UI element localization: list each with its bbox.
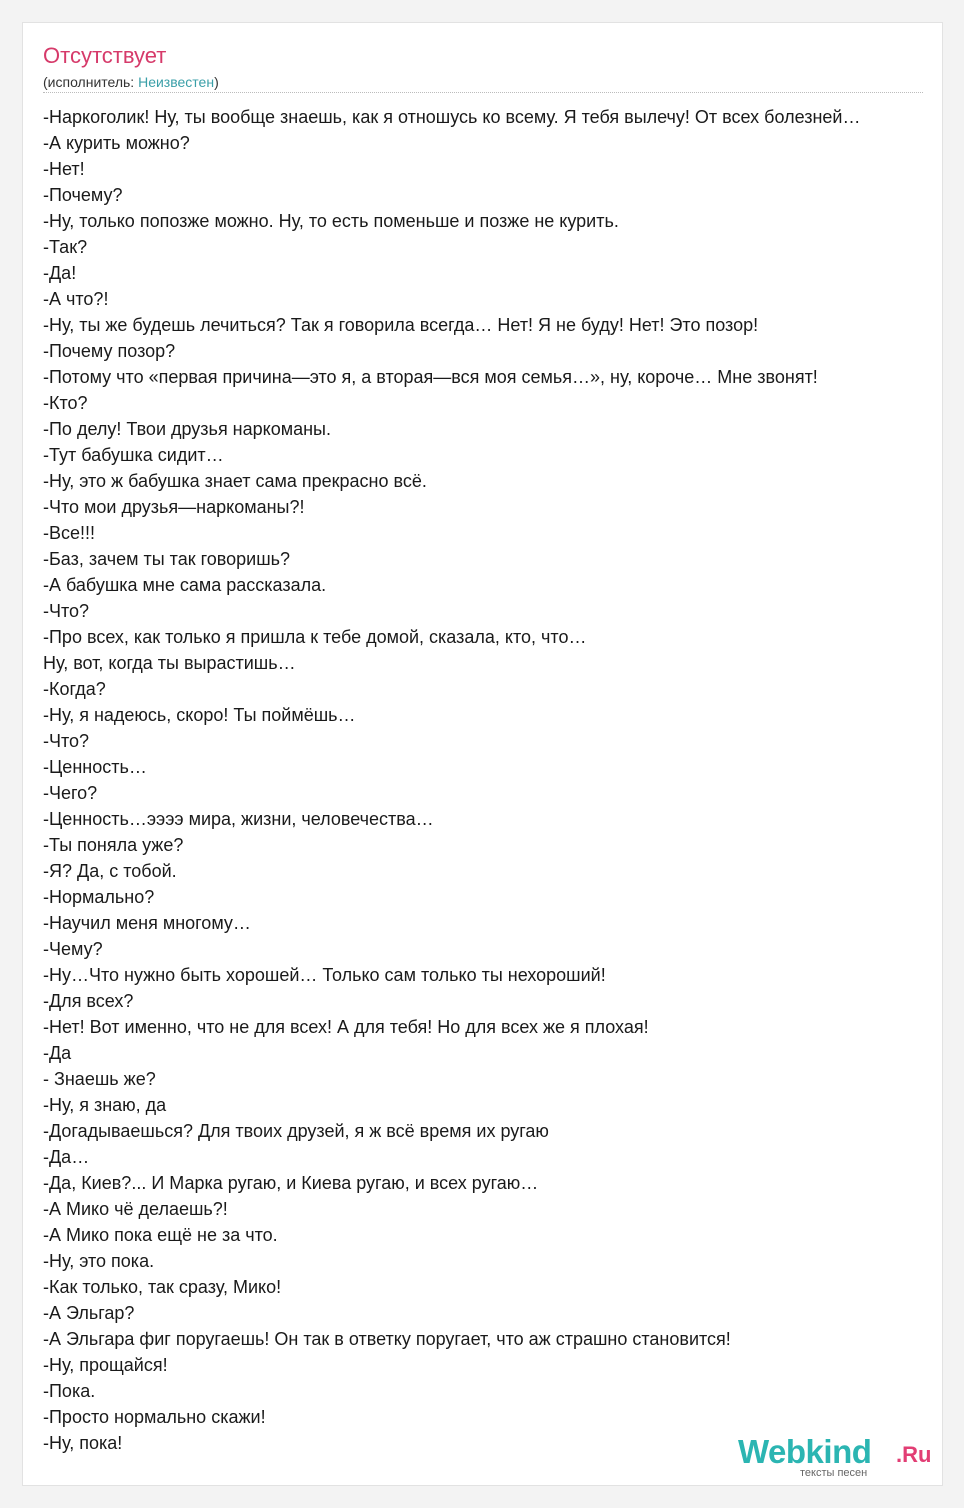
lyric-line: -Нет! Вот именно, что не для всех! А для тебя! Но для всех же я плохая! xyxy=(43,1017,649,1037)
lyric-line: -А Мико пока ещё не за что. xyxy=(43,1225,278,1245)
lyric-line: -По делу! Твои друзья наркоманы. xyxy=(43,419,331,439)
lyric-line: -А Эльгара фиг поругаешь! Он так в ответку поругает, что аж страшно становится! xyxy=(43,1329,731,1349)
lyric-line: -Все!!! xyxy=(43,523,96,543)
lyric-line: -Чего? xyxy=(43,783,98,803)
lyric-line: -Почему позор? xyxy=(43,341,176,361)
lyric-line: -Про всех, как только я пришла к тебе домой, сказала, кто, что… xyxy=(43,627,587,647)
lyric-line: -Как только, так сразу, Мико! xyxy=(43,1277,282,1297)
lyric-line: -Да… xyxy=(43,1147,90,1167)
artist-link[interactable]: Неизвестен xyxy=(138,74,215,90)
header-divider xyxy=(43,92,923,93)
lyric-line: -Да xyxy=(43,1043,72,1063)
lyric-line: -Нет! xyxy=(43,159,85,179)
lyric-line: -Так? xyxy=(43,237,88,257)
lyric-line: -Тут бабушка сидит… xyxy=(43,445,224,465)
lyric-line: -Ну, это ж бабушка знает сама прекрасно всё. xyxy=(43,471,427,491)
lyric-line: -Что? xyxy=(43,601,90,621)
lyric-line: -А Мико чё делаешь?! xyxy=(43,1199,228,1219)
lyric-line: -Баз, зачем ты так говоришь? xyxy=(43,549,291,569)
lyric-line: -Ну…Что нужно быть хорошей… Только сам только ты нехороший! xyxy=(43,965,606,985)
lyric-line: -Ну, я надеюсь, скоро! Ты поймёшь… xyxy=(43,705,356,725)
lyric-line: -Почему? xyxy=(43,185,123,205)
lyric-line: -А Эльгар? xyxy=(43,1303,135,1323)
lyric-line: -Чему? xyxy=(43,939,103,959)
lyric-line: -Ты поняла уже? xyxy=(43,835,184,855)
lyric-line: -Просто нормально скажи! xyxy=(43,1407,266,1427)
artist-line xyxy=(43,73,219,91)
lyric-line: -А что?! xyxy=(43,289,109,309)
lyric-line: -Догадываешься? Для твоих друзей, я ж всё время их ругаю xyxy=(43,1121,549,1141)
lyric-line: -Пока. xyxy=(43,1381,96,1401)
lyric-line: -Ценность… xyxy=(43,757,147,777)
lyrics-text xyxy=(43,104,943,1456)
logo-wordmark: Webkind xyxy=(738,1433,872,1470)
lyric-line: -Наркоголик! Ну, ты вообще знаешь, как я отношусь ко всему. Я тебя вылечу! От всех болезней… xyxy=(43,107,861,127)
lyric-line: Ну, вот, когда ты вырастишь… xyxy=(43,653,296,673)
lyric-line: -Да, Киев?... И Марка ругаю, и Киева ругаю, и всех ругаю… xyxy=(43,1173,539,1193)
lyric-line: -Я? Да, с тобой. xyxy=(43,861,177,881)
lyric-line: -Ну, пока! xyxy=(43,1433,123,1453)
lyric-line: -А бабушка мне сама рассказала. xyxy=(43,575,327,595)
lyric-line: -Что? xyxy=(43,731,90,751)
logo-domain: .Ru xyxy=(896,1442,932,1467)
song-title: Отсутствует xyxy=(43,43,167,68)
lyric-line: - Знаешь же? xyxy=(43,1069,156,1089)
lyric-line: -Кто? xyxy=(43,393,88,413)
artist-suffix: ) xyxy=(214,74,219,90)
logo-tagline: тексты песен xyxy=(800,1467,868,1479)
webkind-logo xyxy=(738,1434,934,1478)
lyric-line: -А курить можно? xyxy=(43,133,190,153)
lyric-line: -Когда? xyxy=(43,679,106,699)
lyric-line: -Ну, это пока. xyxy=(43,1251,155,1271)
artist-prefix: (исполнитель: xyxy=(43,74,139,90)
lyrics-card xyxy=(22,22,943,1486)
lyric-line: -Для всех? xyxy=(43,991,134,1011)
lyric-line: -Ценность…ээээ мира, жизни, человечества… xyxy=(43,809,434,829)
lyric-line: -Ну, только попозже можно. Ну, то есть поменьше и позже не курить. xyxy=(43,211,619,231)
lyric-line: -Потому что «первая причина—это я, а вторая—вся моя семья…», ну, короче… Мне звонят! xyxy=(43,367,818,387)
lyric-line: -Что мои друзья—наркоманы?! xyxy=(43,497,305,517)
lyric-line: -Да! xyxy=(43,263,77,283)
lyric-line: -Ну, ты же будешь лечиться? Так я говорила всегда… Нет! Я не буду! Нет! Это позор! xyxy=(43,315,759,335)
lyric-line: -Ну, прощайся! xyxy=(43,1355,168,1375)
lyric-line: -Научил меня многому… xyxy=(43,913,251,933)
lyric-line: -Ну, я знаю, да xyxy=(43,1095,167,1115)
lyric-line: -Нормально? xyxy=(43,887,155,907)
